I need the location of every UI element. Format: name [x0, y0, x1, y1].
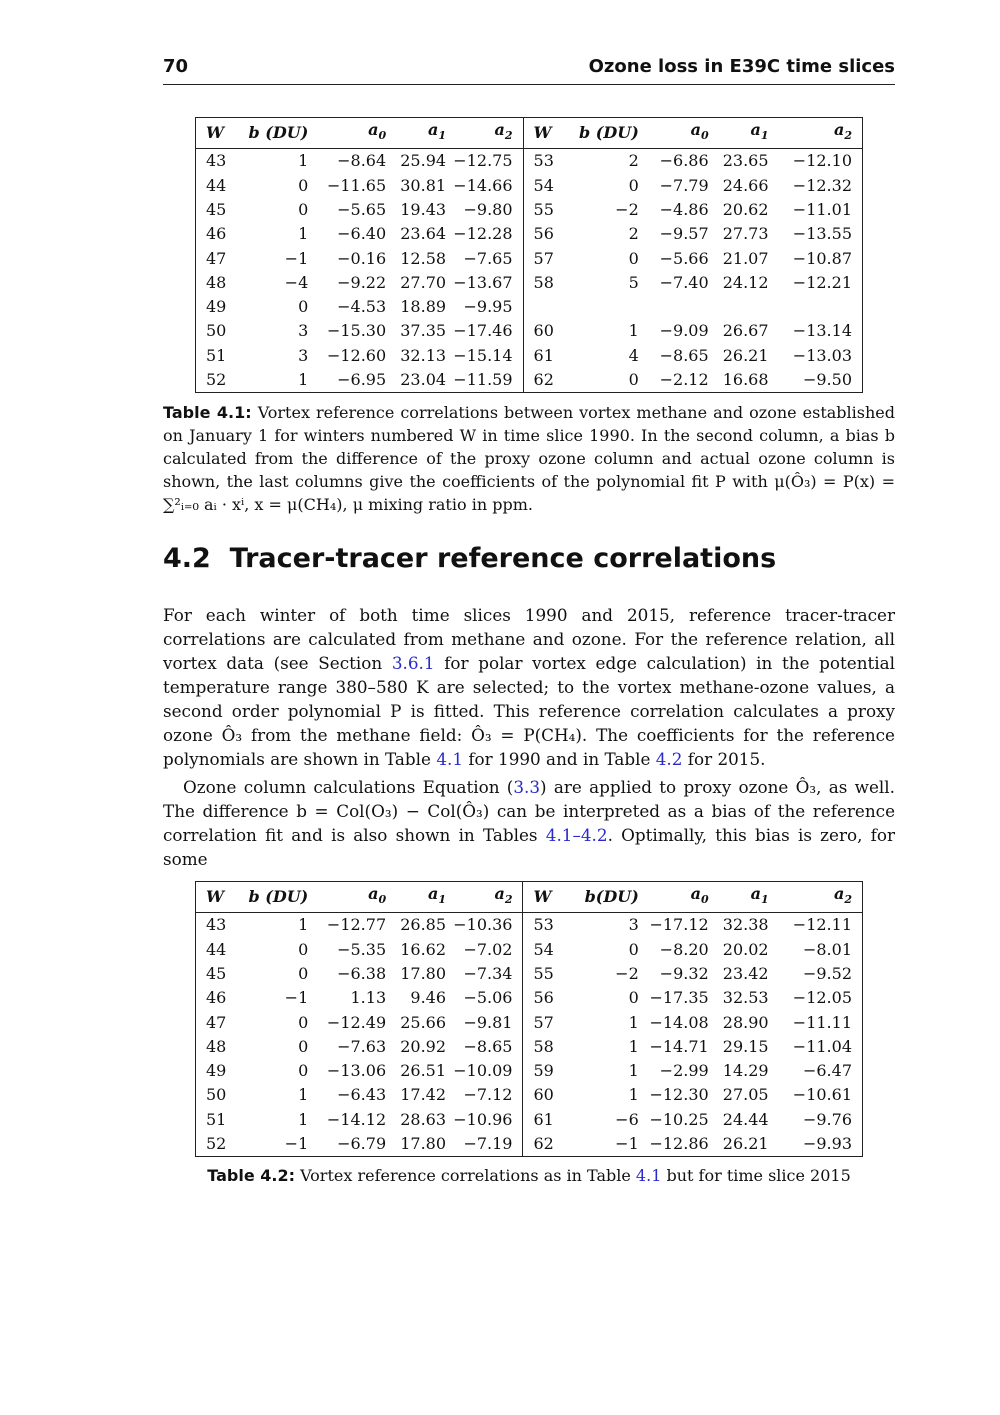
- table-cell: 1: [298, 1085, 309, 1105]
- table-cell: 1: [298, 224, 309, 244]
- table-cell: 47: [206, 1012, 227, 1032]
- table-row: [196, 962, 863, 986]
- table-cell: −10.09: [453, 1061, 513, 1081]
- table-cell: 2: [628, 224, 639, 244]
- table-cell: 46: [206, 224, 227, 244]
- table-cell: 51: [206, 1109, 227, 1129]
- table-cell: −13.55: [792, 224, 852, 244]
- table-cell: −10.96: [453, 1109, 513, 1129]
- table-cell: −2.12: [659, 370, 709, 389]
- table-cell: 27.70: [400, 272, 447, 292]
- table-cell: 1: [298, 151, 309, 171]
- table-cell: −6.38: [337, 963, 387, 983]
- table-cell: −6.43: [337, 1085, 387, 1105]
- table-row: [196, 149, 863, 174]
- col-header-w: W: [523, 118, 569, 149]
- table-link[interactable]: 4.1: [635, 1166, 662, 1185]
- table-cell: −14.12: [326, 1109, 387, 1129]
- table-cell: −9.81: [463, 1012, 513, 1032]
- table-cell: 25.66: [400, 1012, 447, 1032]
- table-cell: 0: [298, 1061, 309, 1081]
- col-header-a1: $a_1$: [386, 882, 446, 913]
- section-link[interactable]: 3.6.1: [391, 653, 435, 673]
- table-row: [196, 1010, 863, 1034]
- table-cell: 26.21: [722, 345, 769, 365]
- table-cell: 0: [298, 199, 309, 219]
- table-cell: 0: [298, 963, 309, 983]
- table-cell: −7.19: [463, 1134, 513, 1153]
- table-cell: 9.46: [410, 988, 447, 1008]
- table-cell: 0: [298, 175, 309, 195]
- table-row: [196, 368, 863, 393]
- table-cell: 53: [523, 913, 569, 938]
- table-cell: −12.32: [792, 175, 852, 195]
- table-cell: 23.65: [722, 151, 769, 171]
- table-cell: −12.30: [649, 1085, 709, 1105]
- table-cell: 0: [298, 939, 309, 959]
- paragraph: [163, 603, 895, 771]
- table-row: [196, 173, 863, 197]
- table-cell: −14.08: [649, 1012, 709, 1032]
- table-cell: 48: [206, 272, 227, 292]
- table-cell: 45: [206, 963, 227, 983]
- table-cell: −2.99: [659, 1061, 709, 1081]
- table-cell: −2: [615, 199, 639, 219]
- col-header-w: W: [523, 882, 569, 913]
- table-cell: 26.21: [722, 1134, 769, 1153]
- table-cell: −6.40: [337, 224, 387, 244]
- table-cell: −6.47: [802, 1061, 852, 1081]
- table-cell: 25.94: [400, 151, 447, 171]
- table-4-2: [195, 881, 863, 1157]
- table-cell: 29.15: [722, 1036, 769, 1056]
- table-cell: 54: [523, 173, 569, 197]
- table-cell: −7.79: [659, 175, 709, 195]
- table-cell: −10.61: [792, 1085, 852, 1105]
- table-cell: 23.42: [722, 963, 769, 983]
- paragraph-text: For each winter of both time slices 1990 and 2015, reference tracer-tracer correlations are calculated from methane and ozone. For the reference relation, all vortex data (see Section: [163, 605, 895, 673]
- table-cell: 49: [206, 1061, 227, 1081]
- table-cell: 24.66: [722, 175, 769, 195]
- table-cell: 62: [523, 1132, 569, 1157]
- col-header-b: b (DU): [233, 882, 308, 913]
- table-cell: −8.65: [463, 1036, 513, 1056]
- table-cell: 43: [206, 151, 227, 171]
- table-cell: 26.51: [400, 1061, 447, 1081]
- table-cell: 1: [298, 370, 309, 389]
- table-cell: −13.14: [792, 321, 852, 341]
- table-cell: 20.92: [400, 1036, 447, 1056]
- table-cell: 52: [206, 1134, 227, 1153]
- caption-text: Vortex reference correlations as in Table: [300, 1166, 636, 1185]
- table-cell: 3: [298, 345, 309, 365]
- table-cell: −6.79: [337, 1134, 387, 1153]
- table-cell: −1: [284, 988, 309, 1008]
- table-row: [196, 295, 863, 319]
- table-cell: −8.01: [802, 939, 852, 959]
- table-cell: 1.13: [350, 988, 387, 1008]
- table-cell: 54: [523, 937, 569, 961]
- table-cell: −17.35: [649, 988, 709, 1008]
- table-cell: 45: [206, 199, 227, 219]
- col-header-a1: $a_1$: [709, 118, 769, 149]
- table-cell: 20.02: [722, 939, 769, 959]
- table-cell: −0.16: [337, 248, 387, 268]
- table-row: [196, 1083, 863, 1107]
- table-cell: 1: [628, 1012, 639, 1032]
- table-cell: 16.62: [400, 939, 447, 959]
- paragraph-text: . Optimally, this bias is zero, for some: [163, 825, 895, 869]
- table-cell: 1: [628, 1036, 639, 1056]
- table-4-1: [195, 117, 863, 393]
- table-cell: −7.02: [463, 939, 513, 959]
- table-cell: 28.90: [722, 1012, 769, 1032]
- caption-label: Table 4.2:: [207, 1166, 295, 1185]
- table-cell: −12.60: [326, 345, 387, 365]
- table-link[interactable]: 4.1–4.2: [545, 825, 608, 845]
- table-cell: 26.67: [722, 321, 769, 341]
- table-row: [196, 344, 863, 368]
- table-cell: 0: [628, 370, 639, 389]
- table-cell: 30.81: [400, 175, 447, 195]
- table-row: [196, 1059, 863, 1083]
- table-cell: −9.22: [337, 272, 387, 292]
- chapter-title: Ozone loss in E39C time slices: [588, 56, 895, 77]
- table-cell: 47: [206, 248, 227, 268]
- table-cell: 59: [523, 1059, 569, 1083]
- table-cell: −9.09: [659, 321, 709, 341]
- col-header-a2: $a_2$: [769, 118, 863, 149]
- table-cell: −11.11: [792, 1012, 852, 1032]
- table-cell: −7.34: [463, 963, 513, 983]
- paragraph-text: Ozone column calculations Equation (: [183, 777, 514, 797]
- table-row: [196, 913, 863, 938]
- table-cell: −13.06: [326, 1061, 387, 1081]
- table-cell: 21.07: [722, 248, 769, 268]
- table-cell: 1: [298, 1109, 309, 1129]
- col-header-w: W: [196, 882, 234, 913]
- table-row: [196, 1132, 863, 1157]
- table-cell: −9.32: [659, 963, 709, 983]
- table-cell: −11.01: [792, 199, 852, 219]
- table-cell: −8.65: [659, 345, 709, 365]
- table-cell: −6.95: [337, 370, 387, 389]
- table-cell: −5.65: [337, 199, 387, 219]
- table-cell: 44: [206, 175, 227, 195]
- table-cell: −1: [284, 1134, 309, 1153]
- table-cell: −2: [615, 963, 639, 983]
- table-cell: 1: [628, 1061, 639, 1081]
- caption-label: Table 4.1:: [163, 403, 252, 422]
- table-cell: 60: [523, 319, 569, 343]
- table-4-2-caption: [163, 1164, 895, 1187]
- table-cell: 58: [523, 1035, 569, 1059]
- table-cell: −12.75: [453, 151, 513, 171]
- table-cell: 0: [628, 248, 639, 268]
- table-cell: 12.58: [400, 248, 447, 268]
- table-cell: −7.63: [337, 1036, 387, 1056]
- table-cell: −15.14: [453, 345, 513, 365]
- table-cell: 55: [523, 962, 569, 986]
- table-row: [196, 1108, 863, 1132]
- table-cell: 49: [206, 297, 227, 317]
- table-cell: 43: [206, 915, 227, 935]
- table-cell: −7.65: [463, 248, 513, 268]
- table-cell: −17.46: [453, 321, 513, 341]
- table-cell: 1: [628, 1085, 639, 1105]
- table-cell: 3: [628, 915, 639, 935]
- table-cell: −7.12: [463, 1085, 513, 1105]
- table-cell: 56: [523, 222, 569, 246]
- table-cell: 27.05: [722, 1085, 769, 1105]
- table-cell: 32.13: [400, 345, 447, 365]
- table-cell: 27.73: [722, 224, 769, 244]
- table-cell: 52: [206, 370, 227, 389]
- table-row: [196, 271, 863, 295]
- table-link[interactable]: 4.2: [655, 749, 683, 769]
- col-header-b: b (DU): [569, 118, 639, 149]
- table-cell: 0: [628, 988, 639, 1008]
- table-cell: 48: [206, 1036, 227, 1056]
- table-cell: 32.53: [722, 988, 769, 1008]
- table-cell: 16.68: [722, 370, 769, 389]
- table-cell: 24.44: [722, 1109, 769, 1129]
- table-cell: 0: [298, 1012, 309, 1032]
- table-cell: −8.20: [659, 939, 709, 959]
- table-cell: 55: [523, 198, 569, 222]
- table-cell: −10.36: [453, 915, 513, 935]
- table-cell: −4.53: [337, 297, 387, 317]
- table-row: [196, 986, 863, 1010]
- table-cell: −12.21: [792, 272, 852, 292]
- table-cell: −9.80: [463, 199, 513, 219]
- table-cell: 20.62: [722, 199, 769, 219]
- table-cell: 14.29: [722, 1061, 769, 1081]
- table-cell: −1: [284, 248, 309, 268]
- table-cell: −11.65: [326, 175, 387, 195]
- table-cell: 46: [206, 988, 227, 1008]
- table-cell: [639, 295, 709, 319]
- page-number: 70: [163, 56, 189, 77]
- table-cell: −14.66: [453, 175, 513, 195]
- table-cell: −13.67: [453, 272, 513, 292]
- table-cell: [709, 295, 769, 319]
- col-header-w: W: [196, 118, 234, 149]
- table-cell: 18.89: [400, 297, 447, 317]
- table-cell: [569, 295, 639, 319]
- table-cell: 17.80: [400, 963, 447, 983]
- table-cell: 50: [206, 1085, 227, 1105]
- table-cell: 17.42: [400, 1085, 447, 1105]
- caption-text: but for time slice 2015: [661, 1166, 851, 1185]
- table-cell: −11.59: [453, 370, 513, 389]
- table-cell: 17.80: [400, 1134, 447, 1153]
- paragraph-text: for 1990 and in Table: [463, 749, 656, 769]
- table-cell: 1: [298, 915, 309, 935]
- table-cell: 19.43: [400, 199, 447, 219]
- table-cell: −12.77: [326, 915, 387, 935]
- table-cell: −10.25: [649, 1109, 709, 1129]
- section-heading: [163, 543, 776, 574]
- paragraph-text: ) are applied to proxy ozone Ô₃, as well. The difference b = Col(O₃) − Col(Ô₃) can be interpreted as a bias of the reference correlation fit and is also shown in Tables: [163, 777, 895, 845]
- table-cell: −12.86: [649, 1134, 709, 1153]
- col-header-a0: $a_0$: [639, 118, 709, 149]
- table-cell: 0: [628, 175, 639, 195]
- table-cell: −6.86: [659, 151, 709, 171]
- table-cell: 37.35: [400, 321, 447, 341]
- table-cell: 5: [628, 272, 639, 292]
- table-cell: −9.57: [659, 224, 709, 244]
- table-cell: 1: [628, 321, 639, 341]
- table-cell: 0: [298, 1036, 309, 1056]
- col-header-a2: $a_2$: [446, 882, 523, 913]
- table-cell: −9.93: [802, 1134, 852, 1153]
- table-cell: −5.66: [659, 248, 709, 268]
- col-header-a0: $a_0$: [308, 118, 386, 149]
- table-cell: −12.28: [453, 224, 513, 244]
- table-cell: 57: [523, 1010, 569, 1034]
- table-cell: 57: [523, 246, 569, 270]
- table-row: [196, 198, 863, 222]
- table-row: [196, 319, 863, 343]
- equation-link[interactable]: 3.3: [513, 777, 541, 797]
- table-cell: 3: [298, 321, 309, 341]
- table-row: [196, 222, 863, 246]
- caption-text: Vortex reference correlations between vortex methane and ozone established on January 1 for winters numbered W in time slice 1990. In the second column, a bias b calculated from the difference of the proxy ozone column and actual ozone column is shown, the last columns give the coefficients of the polynomial fit P with μ(Ô₃) = P(x) = ∑²ᵢ₌₀ aᵢ · xⁱ, x = μ(CH₄), μ mixing ratio in ppm.: [163, 403, 895, 514]
- section-number: 4.2: [163, 543, 211, 574]
- table-cell: [769, 295, 863, 319]
- table-cell: 56: [523, 986, 569, 1010]
- table-cell: 23.64: [400, 224, 447, 244]
- col-header-b: b(DU): [569, 882, 639, 913]
- table-cell: −14.71: [649, 1036, 709, 1056]
- table-cell: −9.95: [463, 297, 513, 317]
- table-row: [196, 246, 863, 270]
- table-cell: −9.50: [802, 370, 852, 389]
- table-cell: 51: [206, 345, 227, 365]
- table-cell: 24.12: [722, 272, 769, 292]
- table-row: [196, 1035, 863, 1059]
- table-cell: [523, 295, 569, 319]
- table-cell: −12.11: [792, 915, 852, 935]
- running-head: [163, 56, 895, 85]
- table-cell: 61: [523, 344, 569, 368]
- table-cell: −15.30: [326, 321, 387, 341]
- table-cell: 58: [523, 271, 569, 295]
- table-cell: 50: [206, 321, 227, 341]
- table-cell: −6: [615, 1109, 639, 1129]
- table-cell: −9.76: [802, 1109, 852, 1129]
- table-header-row: [196, 882, 863, 913]
- table-cell: −8.64: [337, 151, 387, 171]
- table-cell: 0: [628, 939, 639, 959]
- table-cell: −1: [615, 1134, 639, 1153]
- paragraph: [163, 775, 895, 871]
- col-header-b: b (DU): [233, 118, 308, 149]
- section-title: Tracer-tracer reference correlations: [229, 543, 777, 574]
- col-header-a2: $a_2$: [769, 882, 863, 913]
- col-header-a2: $a_2$: [446, 118, 523, 149]
- table-row: [196, 937, 863, 961]
- table-cell: 26.85: [400, 915, 447, 935]
- table-cell: −13.03: [792, 345, 852, 365]
- table-cell: 61: [523, 1108, 569, 1132]
- table-cell: −7.40: [659, 272, 709, 292]
- col-header-a1: $a_1$: [709, 882, 769, 913]
- table-cell: −12.49: [326, 1012, 387, 1032]
- table-cell: −17.12: [649, 915, 709, 935]
- table-cell: −5.35: [337, 939, 387, 959]
- table-cell: −4.86: [659, 199, 709, 219]
- table-cell: −11.04: [792, 1036, 852, 1056]
- paragraph-text: for 2015.: [682, 749, 766, 769]
- table-cell: 32.38: [722, 915, 769, 935]
- table-cell: 4: [628, 345, 639, 365]
- table-link[interactable]: 4.1: [436, 749, 464, 769]
- table-cell: −5.06: [463, 988, 513, 1008]
- table-cell: 0: [298, 297, 309, 317]
- table-4-1-caption: [163, 401, 895, 516]
- table-cell: 60: [523, 1083, 569, 1107]
- table-cell: 44: [206, 939, 227, 959]
- col-header-a0: $a_0$: [308, 882, 386, 913]
- table-cell: 2: [628, 151, 639, 171]
- table-cell: −9.52: [802, 963, 852, 983]
- table-cell: 23.04: [400, 370, 447, 389]
- table-cell: 53: [523, 149, 569, 174]
- table-cell: −12.10: [792, 151, 852, 171]
- table-header-row: [196, 118, 863, 149]
- table-cell: 62: [523, 368, 569, 393]
- col-header-a0: $a_0$: [639, 882, 709, 913]
- paragraph-text: for polar vortex edge calculation) in the potential temperature range 380–580 K are selected; to the vortex methane-ozone values, a second order polynomial P is fitted. This reference correlation calculates a proxy ozone Ô₃ from the methane field: Ô₃ = P(CH₄). The coefficients for the reference polynomials are shown in Table: [163, 653, 895, 769]
- col-header-a1: $a_1$: [386, 118, 446, 149]
- table-cell: −12.05: [792, 988, 852, 1008]
- table-cell: 28.63: [400, 1109, 447, 1129]
- table-cell: −10.87: [792, 248, 852, 268]
- table-cell: −4: [284, 272, 309, 292]
